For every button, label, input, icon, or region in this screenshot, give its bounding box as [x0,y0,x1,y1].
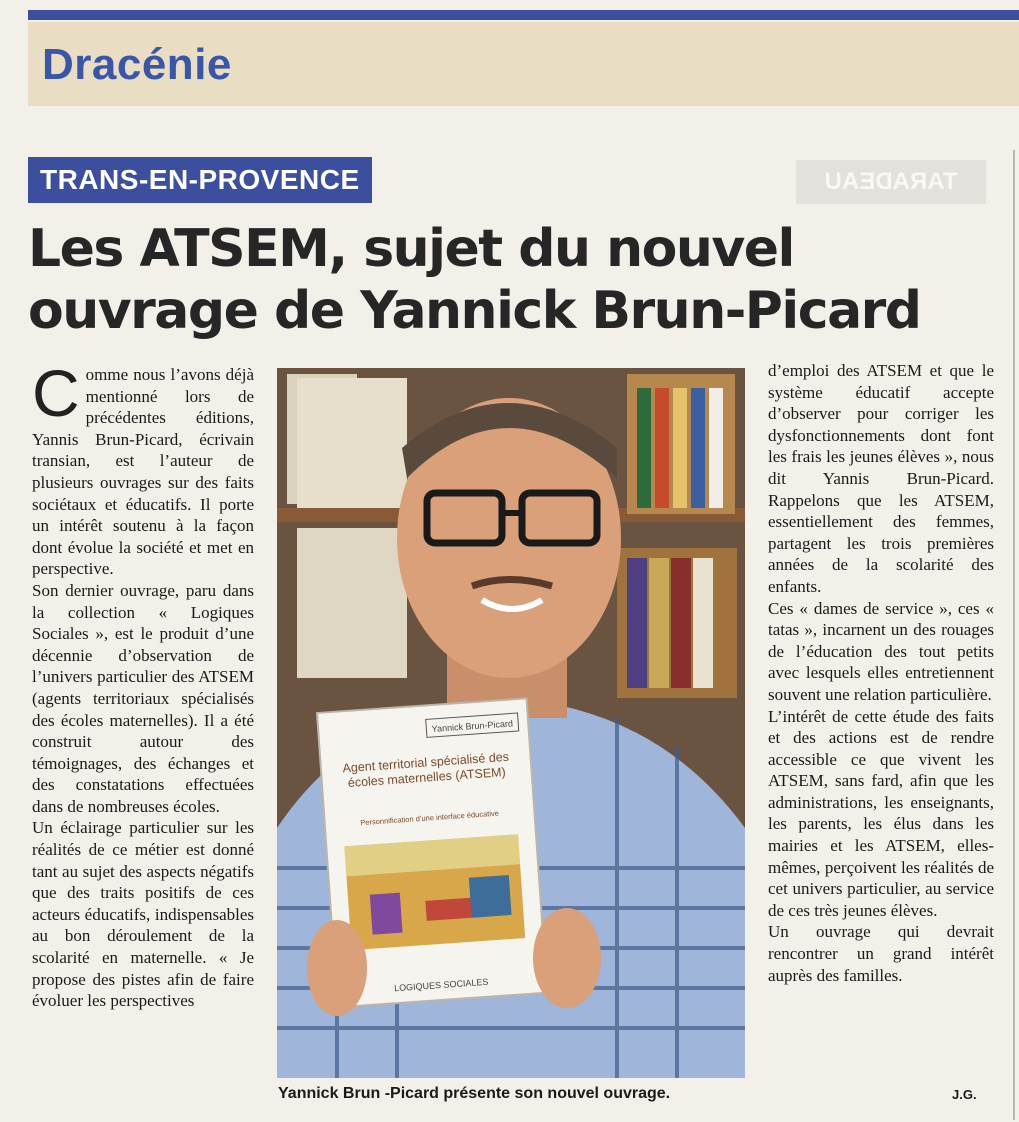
paragraph-6: L’intérêt de cette étude des faits et des actions est de rendre accessible ce que vivent les ATSEM, sans fard, afin que les administrations, les enseignants, les parents, les élus dans les mairies et les ATSEM, elles-mêmes, perçoivent les réalités de cet univers particulier, au service de ces très jeunes élèves. [768,706,994,920]
author-credit: J.G. [952,1087,977,1102]
headline: Les ATSEM, sujet du nouvel ouvrage de Yannick Brun-Picard [28,219,921,341]
column-rule [1013,150,1015,1120]
location-kicker: TRANS-EN-PROVENCE [28,157,372,203]
neighbor-article-fragment [796,160,986,204]
paragraph-2: Son dernier ouvrage, paru dans la collection « Logiques Sociales », est le produit d’une décennie d’observation de l’univers particulier des ATSEM (agents territoriaux spécialisés des écoles maternelles). Il a été construit autour des témoignages, des échanges et des constatations effectuées dans de nombreuses écoles. [32,580,254,816]
article-column-right [768,360,994,986]
drop-cap: C [32,356,80,430]
book-collection: LOGIQUES SOCIALES [393,976,489,994]
photo-caption: Yannick Brun -Picard présente son nouvel ouvrage. [278,1085,671,1102]
book-title: Agent territorial spécialisé des écoles maternelles (ATSEM) [342,749,510,790]
paragraph-1-text: omme nous l’avons déjà mentionné lors de précédentes éditions, Yannis Brun-Picard, écrivain transian, est l’auteur de plusieurs ouvrages sur des faits sociétaux et éducatifs. Il porte un intérêt soutenu à la façon dont évolue la société et met en perspective. [32,365,254,579]
top-rule [28,10,1019,20]
paragraph-1 [32,356,254,580]
book-subtitle: Personnification d’une interface éducative [360,808,500,828]
paragraph-5: Ces « dames de service », ces « tatas », incarnent un des rouages de l’éducation des tout petits avec lesquels elles entretiennent souvent une relation particulière. [768,598,994,704]
article-photo [277,368,745,1078]
paragraph-7: Un ouvrage qui devrait rencontrer un grand intérêt auprès des familles. [768,922,994,985]
section-title: Dracénie [42,40,232,89]
book-author: Yannick Brun-Picard [431,718,514,735]
paragraph-4: d’emploi des ATSEM et que le système éducatif accepte d’observer pour corriger les dysfonctionnements dont font les frais les jeunes élèves », nous dit Yannis Brun-Picard. Rappelons que les ATSEM, essentiellement des femmes, partagent les trois premières années de la scolarité des enfants. [768,361,994,596]
paragraph-3: Un éclairage particulier sur les réalités de ce métier est donné tant au sujet des aspects négatifs que des traits positifs de ces acteurs éducatifs, indispensables au bon déroulement de la scolarité en maternelle. « Je propose des pistes afin de faire évoluer les perspectives [32,818,254,1011]
article-column-left [32,356,254,1012]
neighbor-kicker: TARADEAU [824,168,958,195]
photo-illustration [277,368,745,1078]
